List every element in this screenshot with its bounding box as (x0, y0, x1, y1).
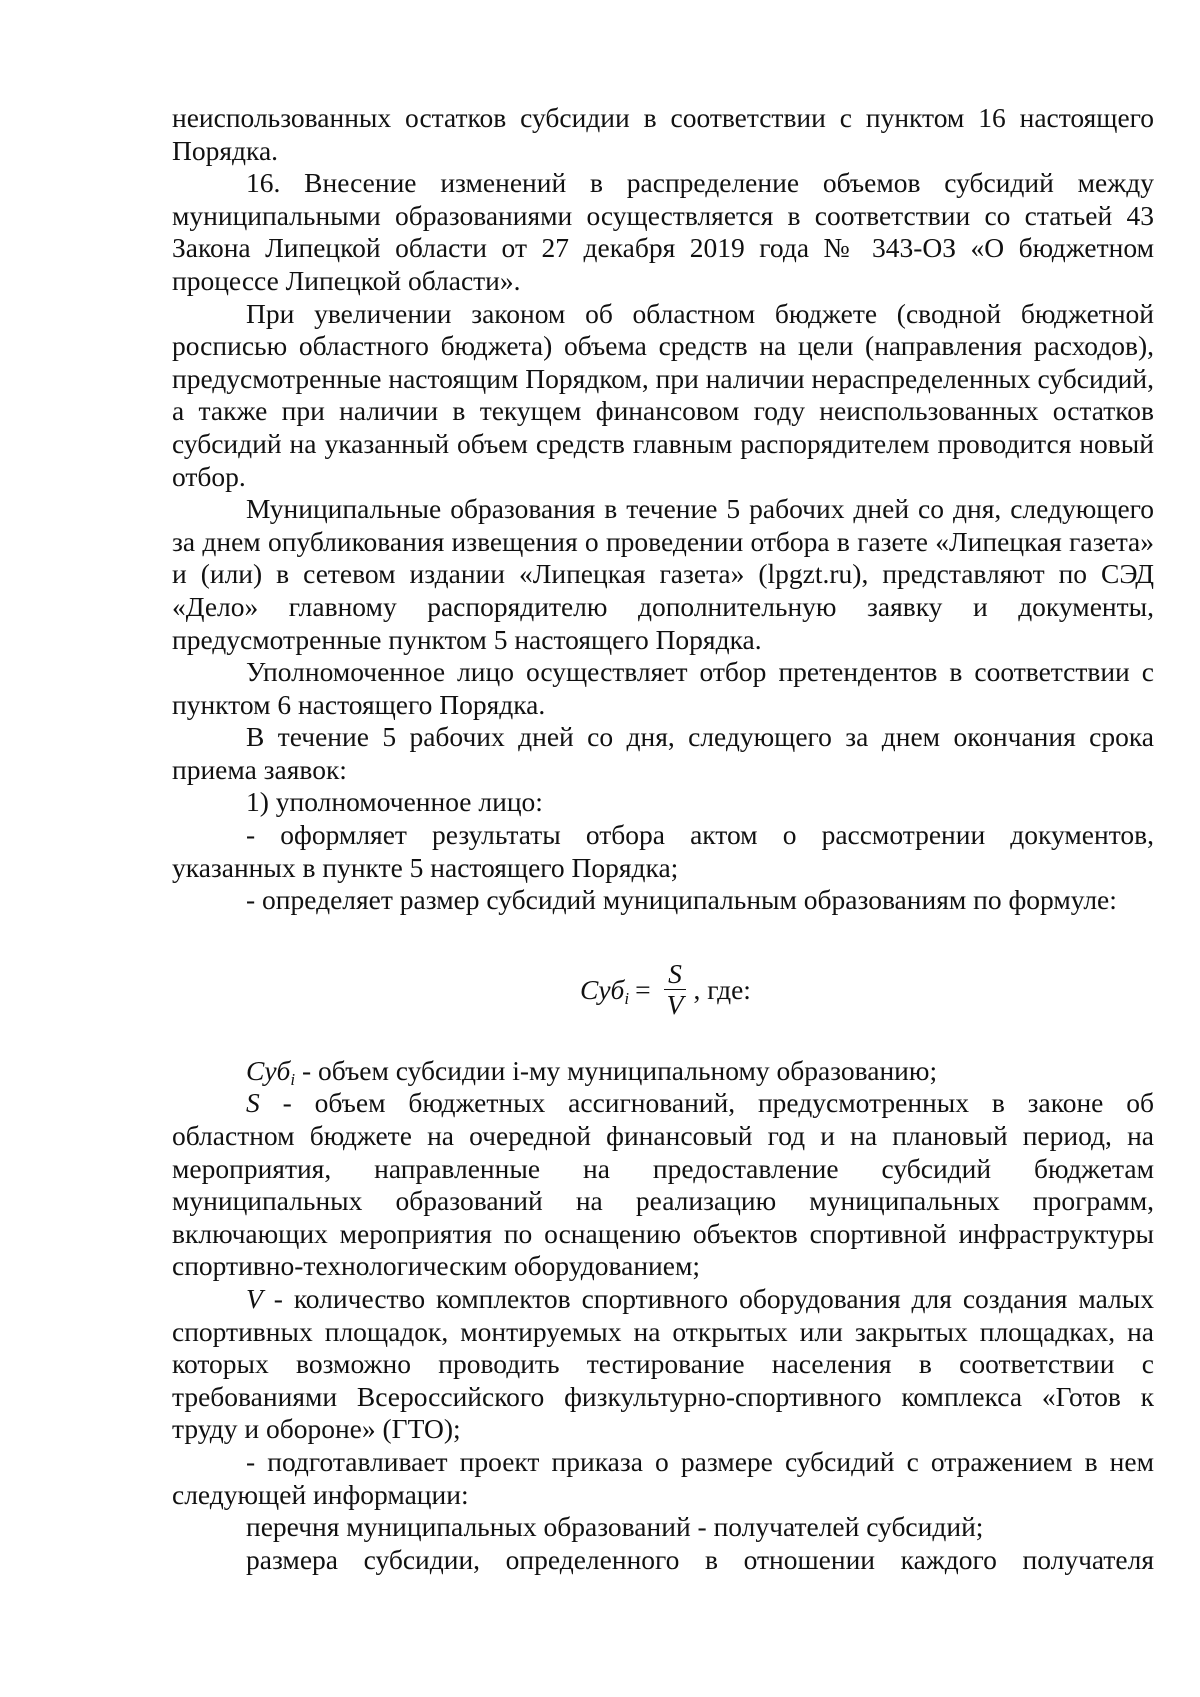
paragraph-municipal-application: Муниципальные образования в течение 5 рабочих дней со дня, следующего за днем опубликования извещения о проведении отбора в газете «Липецкая газета» и (или) в сетевом издании «Липецкая газета» (lpgzt.ru), представляют по СЭД «Дело» главному распорядителю дополнительную заявку и документы, предусмотренные пунктом 5 настоящего Порядка. (172, 493, 1154, 655)
formula-equals: = (635, 973, 651, 1005)
formula-tail: , где: (693, 973, 751, 1005)
list-item-recipients: перечня муниципальных образований - получателей субсидий; (246, 1511, 984, 1543)
definition-sub: Суб$_i$ - объем субсидии i-му муниципальному образованию; (246, 1054, 938, 1089)
paragraph-deadline: В течение 5 рабочих дней со дня, следующего за днем окончания срока приема заявок: (172, 721, 1154, 785)
formula-block (172, 941, 1154, 1039)
formula-numerator: S (664, 959, 686, 990)
paragraph-continuation: неиспользованных остатков субсидии в соответствии с пунктом 16 настоящего Порядка. (172, 102, 1154, 166)
list-item-selection-act: - оформляет результаты отбора актом о рассмотрении документов, указанных в пункте 5 настоящего Порядка; (172, 819, 1154, 883)
list-item-order-draft: - подготавливает проект приказа о размере субсидий с отражением в нем следующей информации: (172, 1445, 1154, 1510)
definition-s: S - объем бюджетных ассигнований, предусмотренных в законе об областном бюджете на очередной финансовый год и на плановый период, на мероприятия, направленные на предоставление субсидий бюджетам муниципальных образований на реализацию муниципальных программ, включающих мероприятия по оснащению объектов спортивной инфраструктуры спортивно-технологическим оборудованием; (172, 1087, 1154, 1282)
paragraph-16: 16. Внесение изменений в распределение объемов субсидий между муниципальными образованиями осуществляется в соответствии со статьей 43 Закона Липецкой области от 27 декабря 2019 года № 343-ОЗ «О бюджетном процессе Липецкой области». (172, 167, 1154, 296)
formula-fraction (663, 959, 688, 1020)
list-item-formula-intro: - определяет размер субсидий муниципальным образованиям по формуле: (246, 884, 1117, 916)
definition-v: V - количество комплектов спортивного оборудования для создания малых спортивных площадок, монтируемых на открытых или закрытых площадках, на которых возможно проводить тестирование населения в соответствии с требованиями Всероссийского физкультурно-спортивного комплекса «Готов к труду и обороне» (ГТО); (172, 1283, 1154, 1445)
list-item-authorized-person: 1) уполномоченное лицо: (246, 786, 543, 818)
formula (580, 941, 751, 1039)
formula-lhs: Суб$_i$ (580, 973, 630, 1008)
list-item-subsidy-size: размера субсидии, определенного в отношении каждого получателя (246, 1543, 1154, 1575)
formula-denominator: V (666, 989, 684, 1021)
document-page (172, 102, 1154, 1576)
paragraph-selection: Уполномоченное лицо осуществляет отбор претендентов в соответствии с пунктом 6 настоящего Порядка. (172, 656, 1154, 720)
paragraph-budget-increase: При увеличении законом об областном бюджете (сводной бюджетной росписью областного бюджета) объема средств на цели (направления расходов), предусмотренные настоящим Порядком, при наличии нераспределенных субсидий, а также при наличии в текущем финансовом году неиспользованных остатков субсидий на указанный объем средств главным распорядителем проводится новый отбор. (172, 297, 1154, 492)
